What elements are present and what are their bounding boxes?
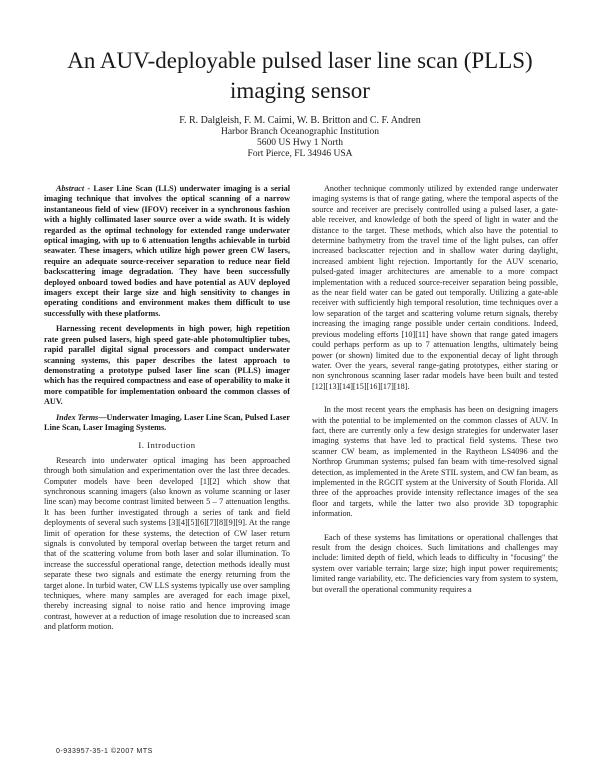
author-names: F. R. Dalgleish, F. M. Caimi, W. B. Britton and C. F. Andren [179,115,421,126]
intro-paragraph-1: Research into underwater optical imaging has been approached through both simulation and experimentation over the last three decades. Computer models have been developed [1][2] which show that synchronous scanning imagers (also known as volume scanning or laser line scan) may become contrast limited between 5 – 7 attenuation lengths. It has been further investigated through a series of tank and field deployments of several such systems [3][4][5][6][7][8][9][9]. At the range limit of operation for these systems, the detection of CW laser return signals is convoluted by temporal overlap between the target return and that of the scattering volume from both laser and solar illumination. To increase the successful operational range, detection methods ideally must separate these two signals and estimate the energy returning from the target alone. In turbid water, CW LLS systems typically use over sampling techniques, where many samples are averaged for each image pixel, thereby increasing signal to noise ratio and hence improving image contrast, however at a reduction of image resolution due to increased scan and platform motion. [44,455,290,632]
author-block [60,115,540,160]
right-paragraph-2: In the most recent years the emphasis has been on designing imagers with the potential to be implemented on the common classes of AUV. In fact, there are currently only a few design strategies for underwater laser imaging systems that have led to practical field systems. These two scanner CW beam, as implemented in the Raytheon LS4096 and the Northrop Grumman systems; pulsed fan beam with time-resolved signal detection, as implemented in the Arete STIL system, and CW fan beam, as implemented in the RGCIT system at the University of South Florida. All three of the approaches provide intensity reflectance images of the sea floor and targets, while the latter two also provide 3D topographic information. [312,405,558,519]
abstract-text: - Laser Line Scan (LLS) underwater imaging is a serial imaging technique that involves the optical scanning of a narrow instantaneous field of view (IFOV) receiver in a synchronous fashion with a highly collimated laser source over a wide swath. It is widely regarded as the optimal technology for extended range underwater optical imaging, with up to 6 attenuation lengths achievable in turbid seawater. These imagers, which utilize high power green CW lasers, require an adequate source-receiver separation to reduce near field backscattering image degradation. They have been successfully deployed onboard towed bodies and have potential as AUV deployed imagers except their large size and high sensitivity to changes in operating conditions and environment makes them difficult to use successfully with these platforms. [44,184,290,318]
left-column [44,184,290,638]
index-terms-text: —Underwater Imaging, Laser Line Scan, Pulsed Laser Line Scan, Laser Imaging Systems. [44,412,290,432]
address-line-2: Fort Pierce, FL 34946 USA [247,149,353,159]
abstract [44,184,290,319]
right-paragraph-1: Another technique commonly utilized by extended range underwater imaging systems is that of range gating, where the temporal aspects of the source and receiver are precisely controlled using a pulsed laser, a gate-able receiver, and knowledge of both the speed of light in water and the distance to the target. These methods, which also have the potential to determine bathymetry from the travel time of the light pulses, can offer increased backscatter rejection and in shallow water during daylight, increased ambient light rejection. Importantly for the AUV scenario, pulsed-gated imager architectures are amenable to a more compact implementation with a reduced source-receiver separation being possible, as the near field water can be gated out temporally. Utilizing a gate-able receiver with sufficiently high temporal resolution, time techniques over a low separation of the target and scattering volume return signals, thereby increasing the imaging range possible under certain conditions. Indeed, previous modeling efforts [10][11] have shown that range gated imagers could perhaps perform as up to 7 attenuation lengths, ultimately being power (or shown) limited due to the exponential decay of light through water. Over the years, several range-gating prototypes, either staring or non synchronous scanning laser radar models have been built and tested [12][13][14][15][16][17][18]. [312,184,558,391]
section-heading-introduction: I. Introduction [138,440,196,451]
right-paragraph-3: Each of these systems has limitations or operational challenges that result from the design choices. Such limitations and challenges may include: limited depth of field, which leads to difficulty in "focusing" the system over variable terrain; large size; high input power requirements; limited range variability, etc. The deficiencies vary from system to system, but overall the operational community requires a [312,532,558,594]
right-column [312,184,558,600]
abstract-label: Abstract [56,184,85,193]
index-terms [44,413,290,434]
abstract-paragraph-2: Harnessing recent developments in high power, high repetition rate green pulsed lasers, high speed gate-able photomultiplier tubes, rapid parallel digital signal processors and compact underwater scanning systems, this paper describes the latest approach to demonstrating a prototype pulsed laser line scan (PLLS) imager which has the required compactness and ease of operability to make it more compatible for implementation onboard the common classes of AUV. [44,324,290,407]
affiliation: Harbor Branch Oceanographic Institution [220,127,380,137]
paper-title: An AUV-deployable pulsed laser line scan (PLLS) imaging sensor [67,48,533,103]
page-footer: 0-933957-35-1 ©2007 MTS [56,748,153,755]
index-terms-label: Index Terms [56,412,99,422]
address-line-1: 5600 US Hwy 1 North [256,138,344,148]
